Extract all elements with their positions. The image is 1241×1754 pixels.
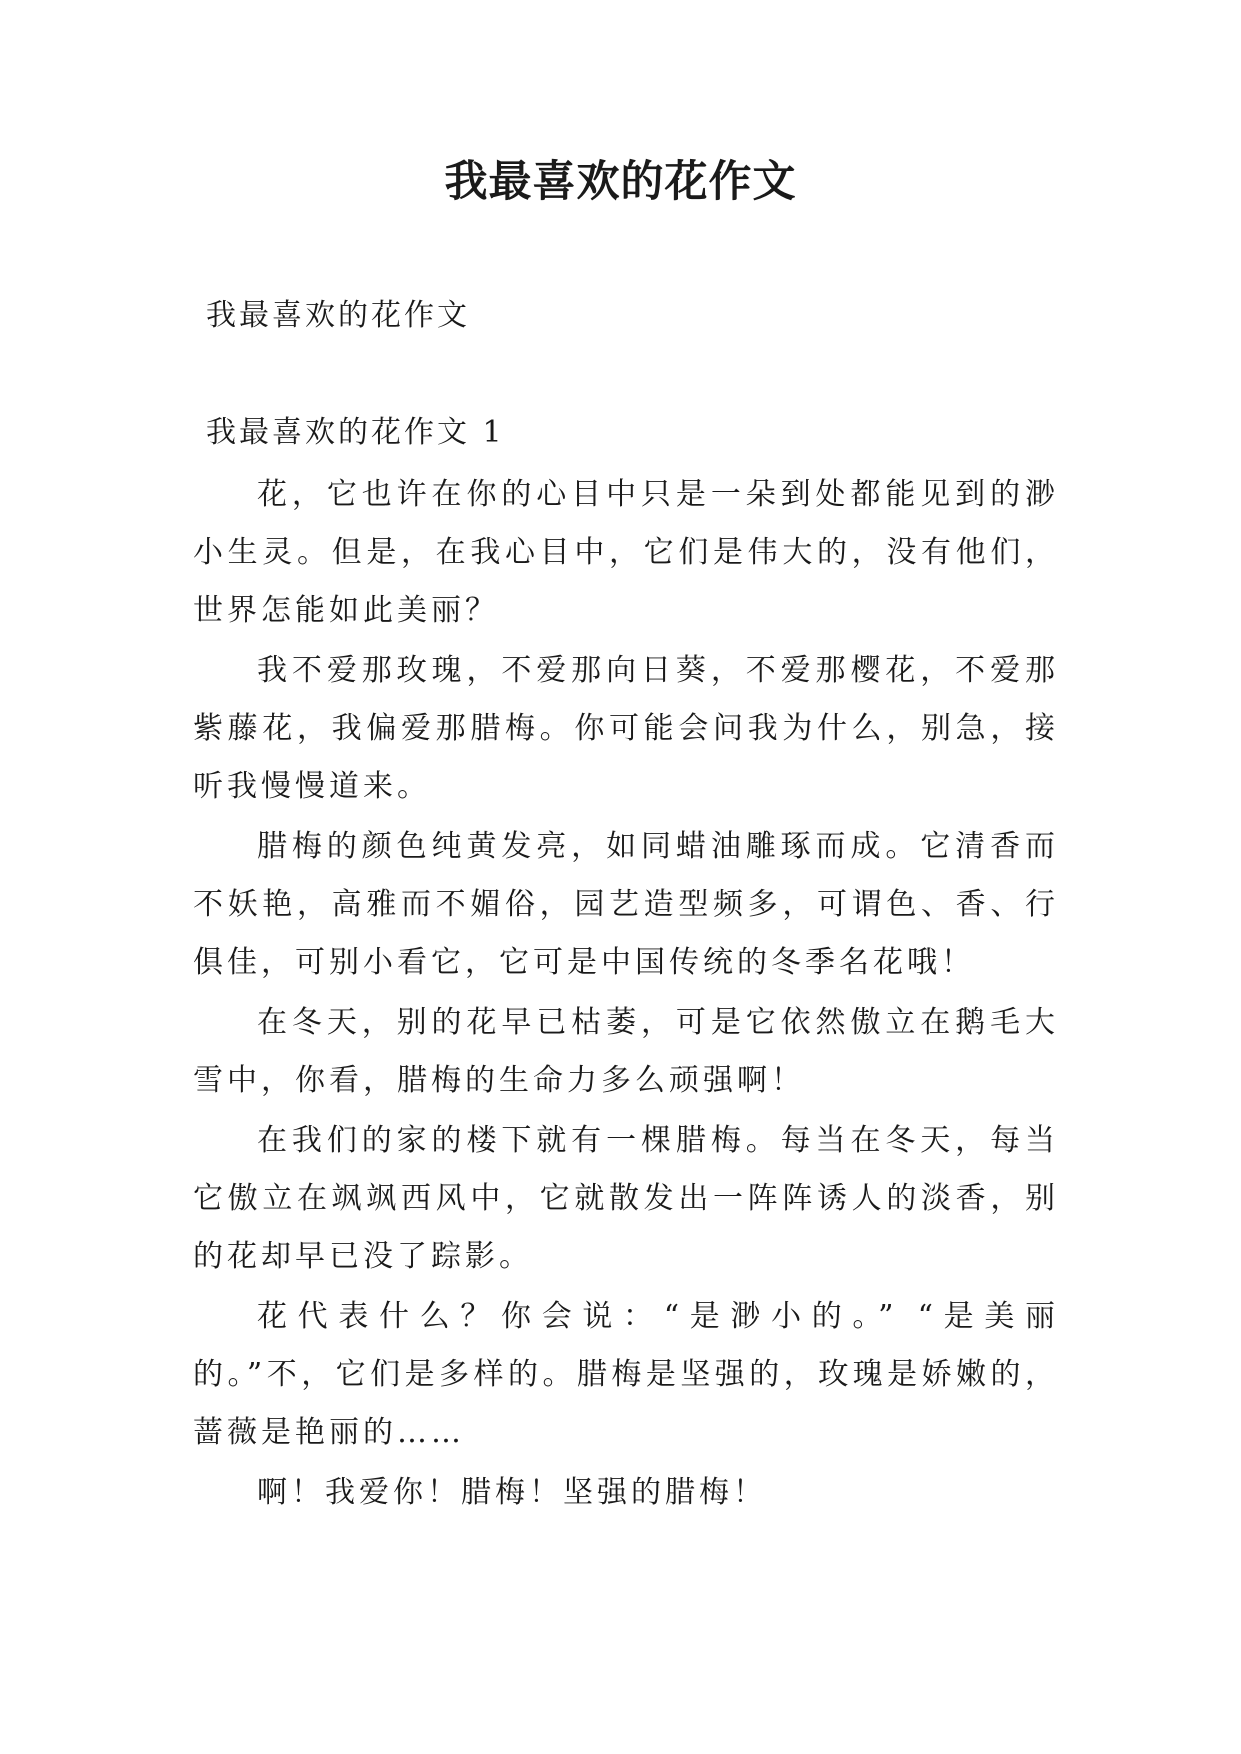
paragraph-5: 在我们的家的楼下就有一棵腊梅。每当在冬天，每当它傲立在飒飒西风中，它就散发出一阵阵诱人的淡香，别的花却早已没了踪影。 xyxy=(193,1123,1059,1274)
essay-body xyxy=(193,466,1059,1524)
paragraph-2: 我不爱那玫瑰，不爱那向日葵，不爱那樱花，不爱那紫藤花，我偏爱那腊梅。你可能会问我为什么，别急，接听我慢慢道来。 xyxy=(193,653,1059,804)
paragraph-7: 啊！我爱你！腊梅！坚强的腊梅！ xyxy=(257,1475,767,1510)
document-subtitle: 我最喜欢的花作文 xyxy=(206,298,470,333)
paragraph-1: 花，它也许在你的心目中只是一朵到处都能见到的渺小生灵。但是，在我心目中，它们是伟大的，没有他们，世界怎能如此美丽？ xyxy=(193,477,1059,628)
paragraph-6: 花代表什么？你会说：“是渺小的。” “是美丽的。”不，它们是多样的。腊梅是坚强的，玫瑰是娇嫩的，蔷薇是艳丽的…… xyxy=(193,1299,1059,1450)
paragraph-4: 在冬天，别的花早已枯萎，可是它依然傲立在鹅毛大雪中，你看，腊梅的生命力多么顽强啊！ xyxy=(193,1005,1059,1098)
section-heading: 我最喜欢的花作文 1 xyxy=(206,415,505,450)
paragraph-3: 腊梅的颜色纯黄发亮，如同蜡油雕琢而成。它清香而不妖艳，高雅而不媚俗，园艺造型频多，可谓色、香、行俱佳，可别小看它，它可是中国传统的冬季名花哦！ xyxy=(193,829,1059,980)
document-title: 我最喜欢的花作文 xyxy=(444,157,797,207)
